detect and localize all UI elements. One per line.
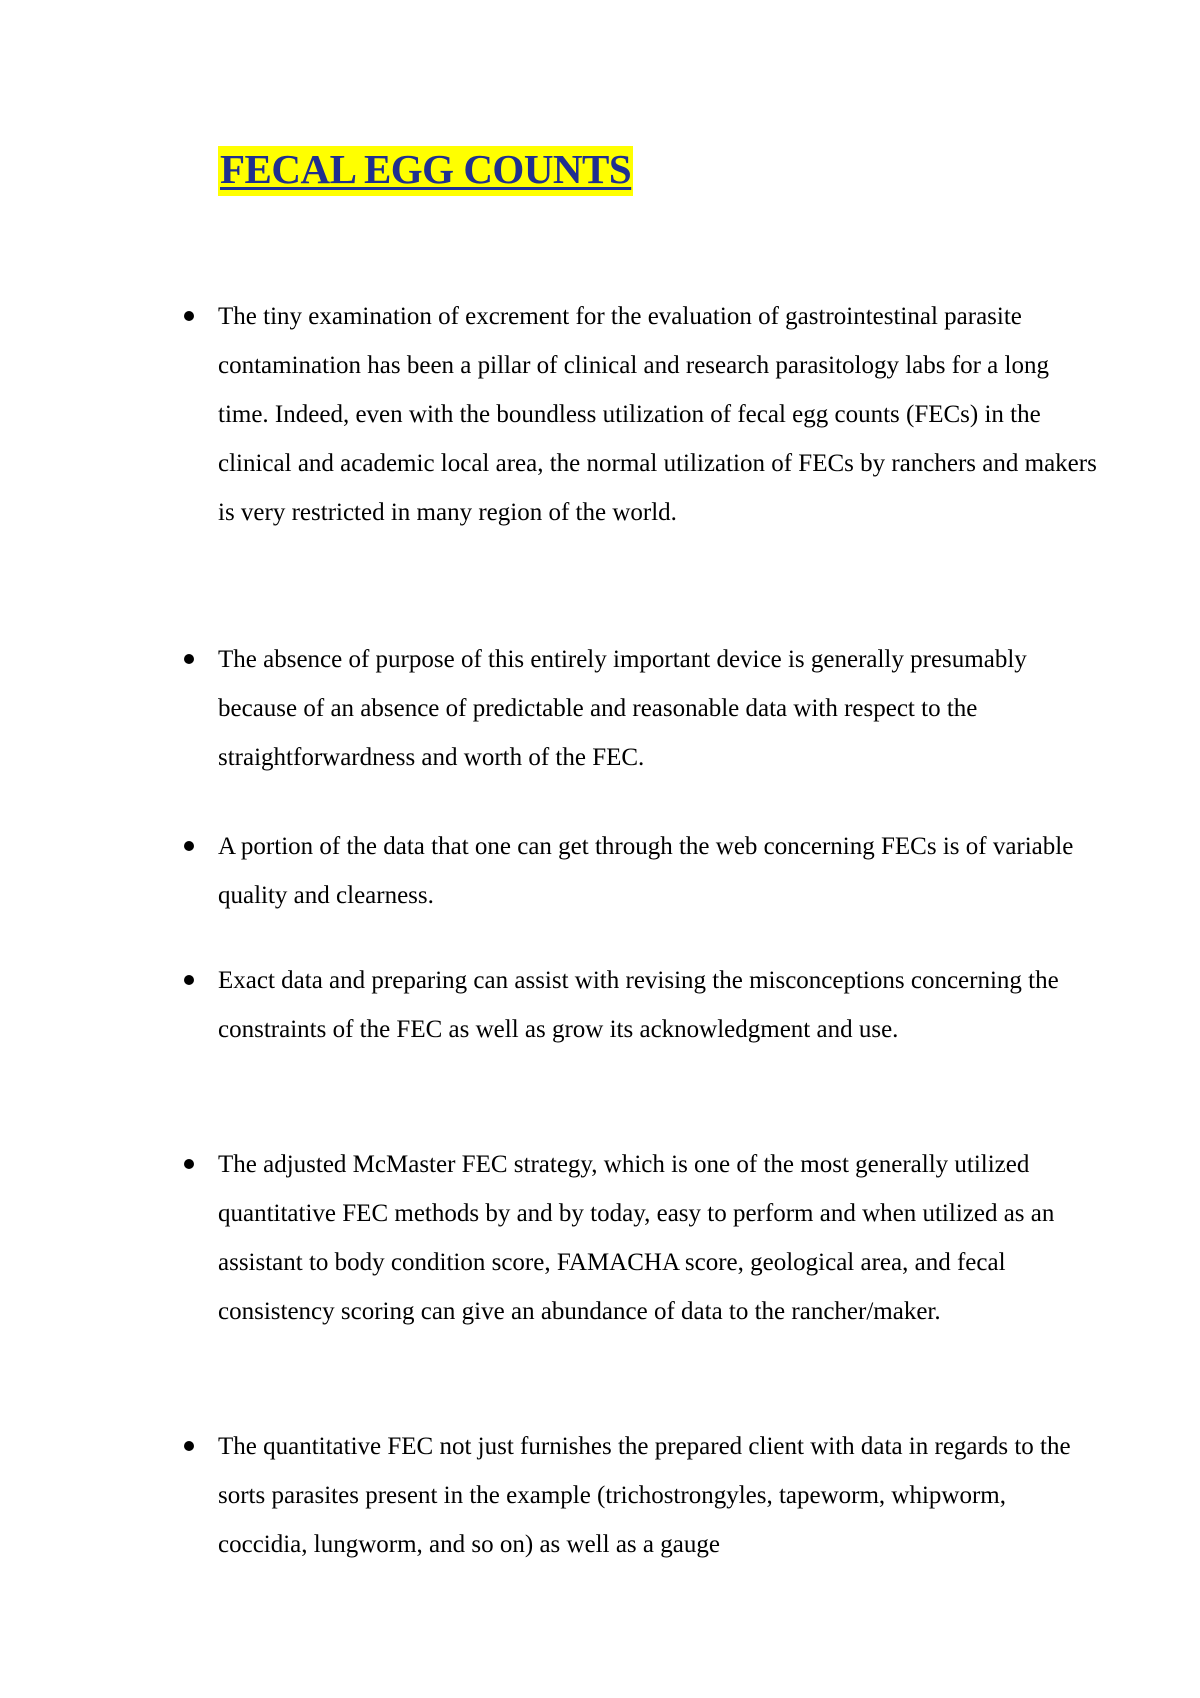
bullet-dot-icon — [184, 1159, 194, 1169]
bullet-text-3: A portion of the data that one can get through the web concerning FECs is of variable quality and clearness. — [218, 833, 1074, 909]
bullet-dot-icon — [184, 1441, 194, 1451]
bullet-text-5: The adjusted McMaster FEC strategy, which is one of the most generally utilized quantitative FEC methods by and by today, easy to perform and when utilized as an assistant to body condition score, FAMACHA score, geological area, and fecal consistency scoring can give an abundance of data to the rancher/maker. — [218, 1151, 1055, 1325]
bullet-item-4 — [218, 956, 1098, 1054]
bullet-dot-icon — [184, 975, 194, 985]
bullet-item-1 — [218, 292, 1098, 537]
bullet-item-2 — [218, 635, 1098, 782]
bullet-text-2: The absence of purpose of this entirely important device is generally presumably because of an absence of predictable and reasonable data with respect to the straightforwardness and worth of the FEC. — [218, 646, 1027, 771]
bullet-dot-icon — [184, 654, 194, 664]
bullet-item-6 — [218, 1422, 1098, 1569]
document-title-text: FECAL EGG COUNTS — [218, 146, 633, 196]
document-title — [218, 145, 633, 193]
bullet-text-1: The tiny examination of excrement for the evaluation of gastrointestinal parasite contamination has been a pillar of clinical and research parasitology labs for a long time. Indeed, even with the boundless utilization of fecal egg counts (FECs) in the clinical and academic local area, the normal utilization of FECs by ranchers and makers is very restricted in many region of the world. — [218, 303, 1097, 526]
bullet-item-3 — [218, 822, 1098, 920]
bullet-text-6: The quantitative FEC not just furnishes the prepared client with data in regards to the sorts parasites present in the example (trichostrongyles, tapeworm, whipworm, coccidia, lungworm, and so on) as well as a gauge — [218, 1433, 1071, 1558]
bullet-dot-icon — [184, 841, 194, 851]
bullet-text-4: Exact data and preparing can assist with revising the misconceptions concerning the constraints of the FEC as well as grow its acknowledgment and use. — [218, 967, 1059, 1043]
bullet-item-5 — [218, 1140, 1098, 1336]
bullet-dot-icon — [184, 311, 194, 321]
